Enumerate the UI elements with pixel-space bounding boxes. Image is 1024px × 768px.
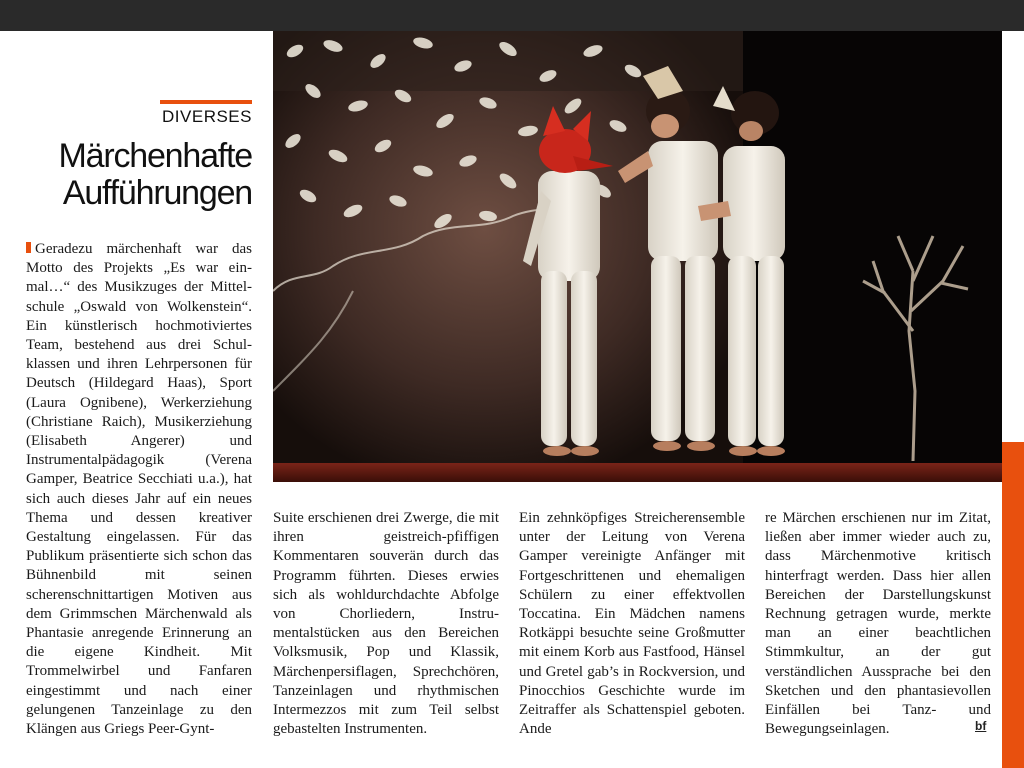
article-column-4 — [765, 509, 991, 739]
author-initials: bf — [975, 719, 987, 733]
article-column-3 — [519, 509, 745, 739]
headline-line-2: Aufführungen — [62, 174, 252, 212]
column-3-text: Ein zehnköpfiges Streicherensemble unter der Leitung von Verena Gamper vereinigte Anfänger mit Fortgeschrittenen und ehemaligen Schülern zu einer effektvollen Toccatina. Ein Mädchen namens Rotkäppi besuchte seine Großmutter mit einem Korb aus Fastfood, Hänsel und Gretel gab’s in Rockversion, und Pinocchios Geschichte wurde im Zeitraffer als Schattenspiel geboten. Ande — [519, 510, 745, 738]
column-4-text: re Märchen erschienen nur im Zitat, ließen aber immer wieder auch zu, dass Märchenmotive kritisch hinterfragt werden. Dass hier allen Bereichen der Darstellungskunst Rechnung getragen wurde, merkte man an einer beachtlichen Stimmkultur, an der gut verständlichen Aussprache bei den Sketchen und den phantasievollen Einfällen bei Tanz- und Bewegungseinlagen. — [765, 510, 991, 738]
stage-photo — [273, 31, 1002, 482]
stage-photo-image — [273, 31, 1002, 482]
article-column-1 — [26, 240, 252, 739]
section-label: DIVERSES — [162, 107, 252, 126]
headline — [20, 138, 252, 212]
column-1-text: Geradezu märchenhaft war das Motto des Projekts „Es war einmal…“ des Musikzuges der Mittelschule „Oswald von Wolkenstein“. Ein künstlerisch hochmotiviertes Team, bestehend aus drei Schulklassen und ihren Lehrpersonen für Deutsch (Hildegard Haas), Sport (Laura Ognibene), Werkerziehung (Christiane Raich), Musikerziehung (Elisabeth Angerer) und Instrumentalpädagogik (Verena Gamper, Beatrice Secchiati u.a.), hat sich auch dieses Jahr auf ein neues Thema und dessen kreativer Gestaltung eingelassen. Für das Publikum präsentierte sich schon das Bühnenbild mit seinen scherenschnittartigen Motiven aus dem Grimmschen Märchenwald als Phantasie anregende Erinnerung an die eigene Kindheit. Mit Trommelwirbel und Fanfaren eingestimmt und nach einer gelungenen Tanzeinlage zu den Klängen aus Griegs Peer-Gynt- — [26, 241, 252, 738]
column-2-text: Suite erschienen drei Zwerge, die mit ihren geistreich-pfiffigen Kommentaren souverän durch das Programm führten. Dieses erwies sich als wohldurchdachte Abfolge von Chorliedern, Instrumentalstücken aus den Bereichen Volksmusik, Pop und Klassik, Märchenpersiflagen, Sprechchören, Tanzeinlagen und rhythmischen Intermezzos mit zum Teil selbst gebastelten Instrumenten. — [273, 510, 499, 738]
category-rule — [160, 100, 252, 104]
article-column-2 — [273, 509, 499, 739]
page-edge-accent — [1002, 442, 1024, 768]
paragraph-marker-icon — [26, 242, 31, 253]
headline-line-1: Märchenhafte — [58, 137, 252, 175]
top-bar — [0, 0, 1024, 31]
